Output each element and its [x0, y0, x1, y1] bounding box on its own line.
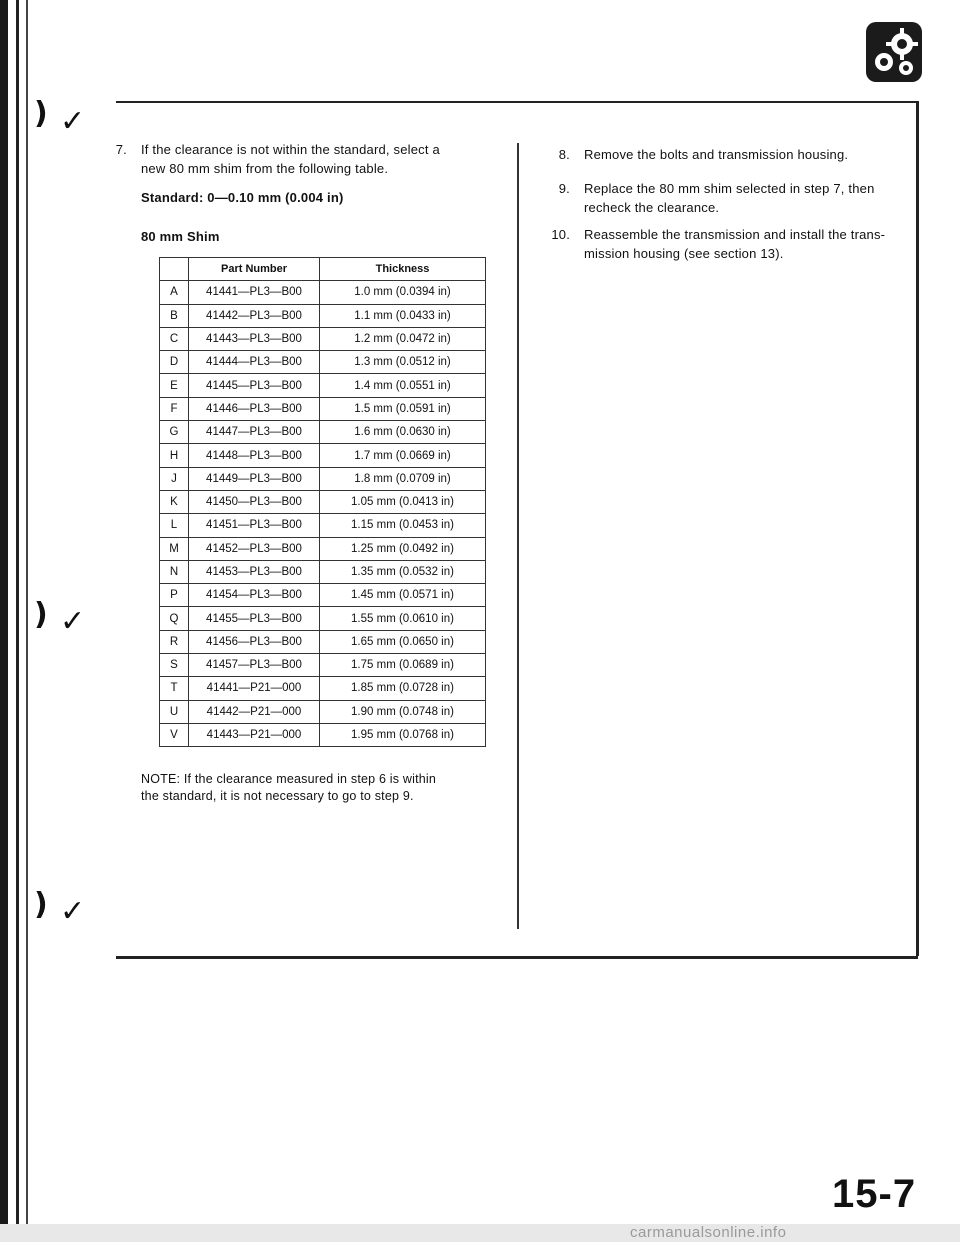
header-letter	[160, 258, 189, 281]
scan-edge-line	[16, 0, 19, 1242]
cell-thickness: 1.6 mm (0.0630 in)	[320, 421, 486, 444]
cell-thickness: 1.55 mm (0.0610 in)	[320, 607, 486, 630]
cell-letter: G	[160, 421, 189, 444]
cell-letter: C	[160, 327, 189, 350]
cell-part-number: 41456—PL3—B00	[189, 630, 320, 653]
note-line-2: the standard, it is not necessary to go to step 9.	[141, 789, 414, 803]
step-number: 9.	[558, 181, 570, 196]
cell-letter: N	[160, 560, 189, 583]
step-10-line-1: Reassemble the transmission and install the trans-	[584, 227, 886, 242]
cell-letter: M	[160, 537, 189, 560]
header-thickness: Thickness	[320, 258, 486, 281]
watermark-text: carmanualsonline.info	[630, 1224, 787, 1241]
cell-part-number: 41454—PL3—B00	[189, 584, 320, 607]
cell-thickness: 1.45 mm (0.0571 in)	[320, 584, 486, 607]
cell-part-number: 41455—PL3—B00	[189, 607, 320, 630]
table-row	[160, 327, 486, 350]
table-row	[160, 397, 486, 420]
step-9-line-2: recheck the clearance.	[584, 200, 720, 215]
cell-thickness: 1.4 mm (0.0551 in)	[320, 374, 486, 397]
margin-bracket-mark: )	[34, 96, 48, 131]
table-row	[160, 654, 486, 677]
cell-letter: P	[160, 584, 189, 607]
step-8-line-1: Remove the bolts and transmission housing.	[584, 147, 849, 162]
cell-letter: L	[160, 514, 189, 537]
cell-letter: U	[160, 700, 189, 723]
cell-letter: E	[160, 374, 189, 397]
cell-letter: K	[160, 490, 189, 513]
cell-part-number: 41448—PL3—B00	[189, 444, 320, 467]
cell-part-number: 41441—PL3—B00	[189, 281, 320, 304]
cell-part-number: 41457—PL3—B00	[189, 654, 320, 677]
cell-part-number: 41453—PL3—B00	[189, 560, 320, 583]
column-divider	[517, 143, 519, 929]
standard-value: Standard: 0—0.10 mm (0.004 in)	[141, 190, 344, 205]
cell-thickness: 1.7 mm (0.0669 in)	[320, 444, 486, 467]
cell-thickness: 1.15 mm (0.0453 in)	[320, 514, 486, 537]
table-row	[160, 281, 486, 304]
table-row	[160, 304, 486, 327]
step-10-line-2: mission housing (see section 13).	[584, 246, 784, 261]
table-row	[160, 351, 486, 374]
step-number: 8.	[558, 147, 570, 162]
cell-letter: J	[160, 467, 189, 490]
shim-table	[159, 257, 486, 747]
table-header-row	[160, 258, 486, 281]
table-row	[160, 723, 486, 746]
cell-thickness: 1.05 mm (0.0413 in)	[320, 490, 486, 513]
cell-letter: V	[160, 723, 189, 746]
step-7-line-1: If the clearance is not within the standard, select a	[141, 142, 440, 157]
cell-thickness: 1.1 mm (0.0433 in)	[320, 304, 486, 327]
cell-part-number: 41442—P21—000	[189, 700, 320, 723]
table-row	[160, 700, 486, 723]
cell-part-number: 41451—PL3—B00	[189, 514, 320, 537]
table-row	[160, 537, 486, 560]
table-row	[160, 677, 486, 700]
cell-thickness: 1.3 mm (0.0512 in)	[320, 351, 486, 374]
cell-thickness: 1.5 mm (0.0591 in)	[320, 397, 486, 420]
table-row	[160, 560, 486, 583]
cell-letter: H	[160, 444, 189, 467]
table-title: 80 mm Shim	[141, 229, 220, 244]
table-row	[160, 584, 486, 607]
cell-letter: S	[160, 654, 189, 677]
page-number: 15-7	[832, 1172, 917, 1216]
margin-bracket-mark: )	[34, 887, 48, 922]
cell-letter: B	[160, 304, 189, 327]
footer-rule	[116, 956, 918, 959]
scan-binding-edge	[0, 0, 8, 1242]
cell-letter: A	[160, 281, 189, 304]
step-number: 10.	[551, 227, 570, 242]
footer-bar	[0, 1224, 960, 1242]
step-number: 7.	[115, 142, 127, 157]
cell-part-number: 41441—P21—000	[189, 677, 320, 700]
cell-thickness: 1.90 mm (0.0748 in)	[320, 700, 486, 723]
cell-thickness: 1.2 mm (0.0472 in)	[320, 327, 486, 350]
cell-letter: F	[160, 397, 189, 420]
header-part-number: Part Number	[189, 258, 320, 281]
step-9-line-1: Replace the 80 mm shim selected in step 7, then	[584, 181, 875, 196]
step-7-line-2: new 80 mm shim from the following table.	[141, 161, 389, 176]
table-row	[160, 607, 486, 630]
table-row	[160, 467, 486, 490]
cell-part-number: 41449—PL3—B00	[189, 467, 320, 490]
cell-thickness: 1.85 mm (0.0728 in)	[320, 677, 486, 700]
cell-part-number: 41447—PL3—B00	[189, 421, 320, 444]
table-row	[160, 630, 486, 653]
cell-part-number: 41445—PL3—B00	[189, 374, 320, 397]
margin-check-mark: ✓	[60, 104, 86, 139]
margin-check-mark: ✓	[60, 894, 86, 929]
cell-part-number: 41443—PL3—B00	[189, 327, 320, 350]
table-row	[160, 374, 486, 397]
margin-check-mark: ✓	[60, 604, 86, 639]
cell-thickness: 1.95 mm (0.0768 in)	[320, 723, 486, 746]
table-row	[160, 514, 486, 537]
cell-part-number: 41446—PL3—B00	[189, 397, 320, 420]
cell-letter: D	[160, 351, 189, 374]
cell-part-number: 41442—PL3—B00	[189, 304, 320, 327]
cell-letter: T	[160, 677, 189, 700]
page-frame-right	[916, 101, 919, 956]
cell-letter: Q	[160, 607, 189, 630]
table-row	[160, 421, 486, 444]
cell-part-number: 41444—PL3—B00	[189, 351, 320, 374]
cell-letter: R	[160, 630, 189, 653]
table-row	[160, 490, 486, 513]
cell-thickness: 1.0 mm (0.0394 in)	[320, 281, 486, 304]
cell-part-number: 41443—P21—000	[189, 723, 320, 746]
gear-icon	[866, 22, 922, 82]
cell-thickness: 1.35 mm (0.0532 in)	[320, 560, 486, 583]
cell-thickness: 1.65 mm (0.0650 in)	[320, 630, 486, 653]
table-row	[160, 444, 486, 467]
note-line-1: NOTE: If the clearance measured in step 6 is within	[141, 772, 437, 786]
scan-edge-line	[26, 0, 28, 1242]
margin-bracket-mark: )	[34, 597, 48, 632]
cell-thickness: 1.75 mm (0.0689 in)	[320, 654, 486, 677]
header-rule	[116, 101, 918, 103]
cell-thickness: 1.25 mm (0.0492 in)	[320, 537, 486, 560]
cell-part-number: 41452—PL3—B00	[189, 537, 320, 560]
cell-part-number: 41450—PL3—B00	[189, 490, 320, 513]
cell-thickness: 1.8 mm (0.0709 in)	[320, 467, 486, 490]
